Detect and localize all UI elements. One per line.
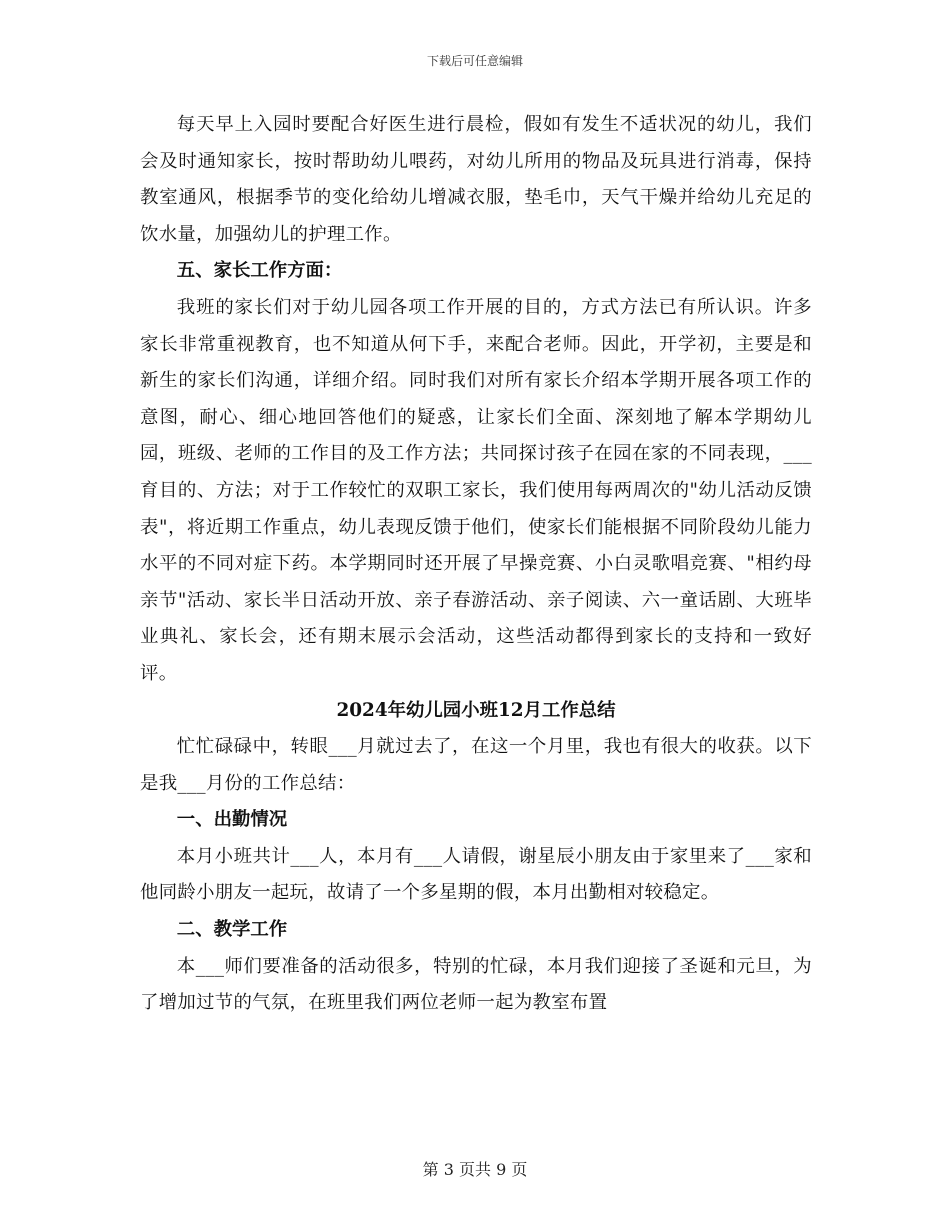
- page-header: 下载后可任意编辑: [426, 54, 523, 68]
- paragraph-health-care: 每天早上入园时要配合好医生进行晨检，假如有发生不适状况的幼儿，我们会及时通知家长，按时帮助幼儿喂药，对幼儿所用的物品及玩具进行消毒，保持教室通风，根据季节的变化给幼儿增减衣服，垫毛巾，天气干燥并给幼儿充足的饮水量，加强幼儿的护理工作。: [140, 114, 812, 245]
- page-footer: 第 3 页共 9 页: [422, 1160, 528, 1179]
- section-heading-attendance: 一、出勤情况: [176, 809, 288, 831]
- paragraph-teaching: 本___师们要准备的活动很多，特别的忙碌，本月我们迎接了圣诞和元旦，为了增加过节的气氛，在班里我们两位老师一起为教室布置: [140, 955, 812, 1014]
- section-heading-parent-work: 五、家长工作方面：: [176, 260, 343, 282]
- paragraph-parent-work: 我班的家长们对于幼儿园各项工作开展的目的，方式方法已有所认识。许多家长非常重视教育，也不知道从何下手，来配合老师。因此，开学初，主要是和新生的家长们沟通，详细介绍。同时我们对所有家长介绍本学期开展各项工作的意图，耐心、细心地回答他们的疑惑，让家长们全面、深刻地了解本学期幼儿园，班级、老师的工作目的及工作方法；共同探讨孩子在园在家的不同表现，___育目的、方法；对于工作较忙的双职工家长，我们使用每两周次的"幼儿活动反馈表"，将近期工作重点，幼儿表现反馈于他们，使家长们能根据不同阶段幼儿能力水平的不同对症下药。本学期同时还开展了早操竞赛、小白灵歌唱竞赛、"相约母亲节"活动、家长半日活动开放、亲子春游活动、亲子阅读、六一童话剧、大班毕业典礼、家长会，还有期末展示会活动，这些活动都得到家长的支持和一致好评。: [140, 296, 812, 684]
- paragraph-attendance: 本月小班共计___人，本月有___人请假，谢星辰小朋友由于家里来了___家和他同龄小朋友一起玩，故请了一个多星期的假，本月出勤相对较稳定。: [140, 845, 812, 904]
- document-title: 2024年幼儿园小班12月工作总结: [336, 699, 616, 721]
- paragraph-intro: 忙忙碌碌中，转眼___月就过去了，在这一个月里，我也有很大的收获。以下是我___月份的工作总结：: [140, 736, 812, 794]
- document-body: [140, 107, 812, 1022]
- section-heading-teaching: 二、教学工作: [176, 919, 288, 941]
